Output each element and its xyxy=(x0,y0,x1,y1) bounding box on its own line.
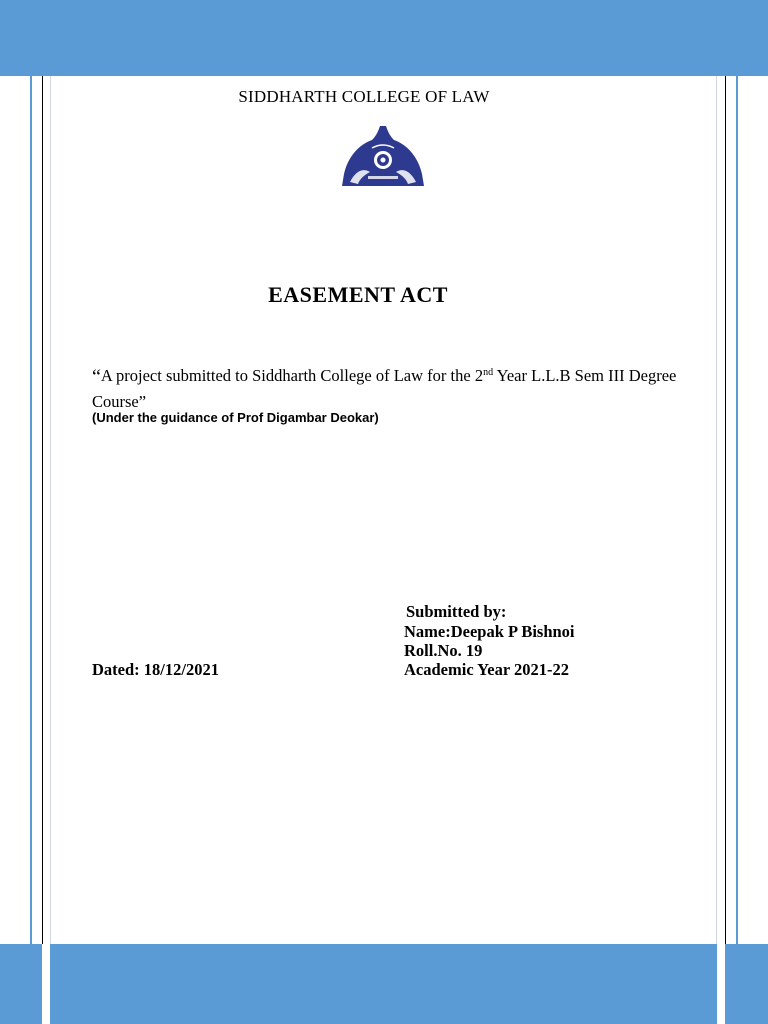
academic-year: Academic Year 2021-22 xyxy=(404,660,569,679)
roll-number: Roll.No. 19 xyxy=(404,641,483,660)
submission-date: Dated: 18/12/2021 xyxy=(92,660,219,679)
quote-open: “ xyxy=(92,366,101,388)
bottom-band-gap-right xyxy=(717,944,725,1024)
project-description xyxy=(92,362,712,415)
description-text-2: Year L.L.B Sem III Degree Course” xyxy=(92,366,677,411)
ordinal-suffix: nd xyxy=(483,367,494,378)
right-border-inner-line xyxy=(725,76,726,1024)
top-border-band xyxy=(0,0,768,76)
document-title: EASEMENT ACT xyxy=(268,282,448,307)
left-border-thin-line xyxy=(50,76,51,1024)
submitted-by-label: Submitted by: xyxy=(406,602,507,621)
right-border-thin-line xyxy=(716,76,717,1024)
college-name: SIDDHARTH COLLEGE OF LAW xyxy=(238,87,490,106)
bottom-band-gap-left xyxy=(42,944,50,1024)
right-border-line xyxy=(736,76,738,1024)
bottom-border-band xyxy=(0,944,768,1024)
left-border-gap xyxy=(32,76,42,1024)
description-text-1: A project submitted to Siddharth College of Law for the 2 xyxy=(100,366,484,385)
left-border-inner-line xyxy=(42,76,43,1024)
bottom-band-right-segment xyxy=(726,944,736,1024)
guidance-note: (Under the guidance of Prof Digambar Deokar) xyxy=(92,410,379,425)
student-name: Name:Deepak P Bishnoi xyxy=(404,622,575,641)
college-emblem-icon xyxy=(340,126,426,188)
